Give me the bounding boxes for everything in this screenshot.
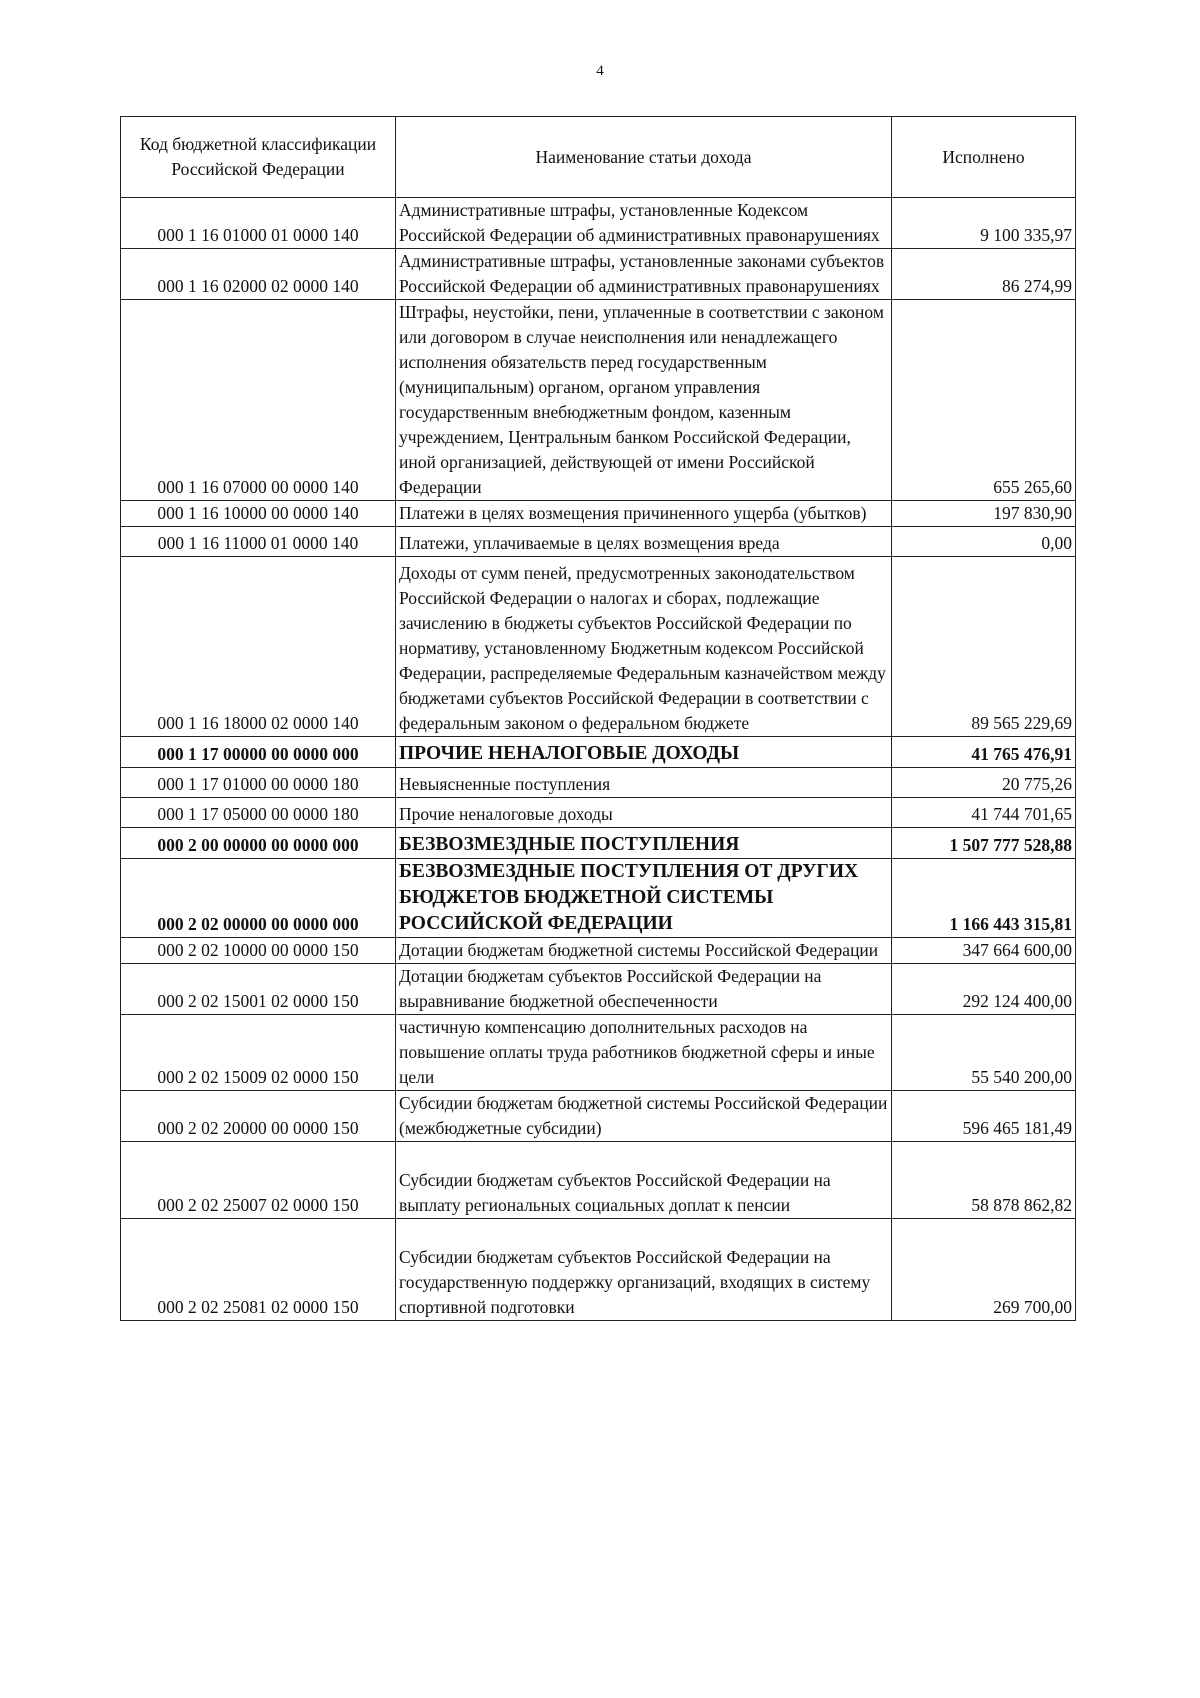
- row-code: 000 2 02 15001 02 0000 150: [121, 964, 396, 1015]
- row-name: Невыясненные поступления: [396, 768, 892, 798]
- row-code: 000 2 00 00000 00 0000 000: [121, 828, 396, 859]
- row-sum: 55 540 200,00: [892, 1015, 1076, 1091]
- header-sum: Исполнено: [892, 117, 1076, 198]
- row-code: 000 1 16 11000 01 0000 140: [121, 527, 396, 557]
- revenue-table: [120, 116, 1076, 1321]
- table-row: [121, 557, 1076, 737]
- row-sum: 89 565 229,69: [892, 557, 1076, 737]
- row-name: БЕЗВОЗМЕЗДНЫЕ ПОСТУПЛЕНИЯ: [396, 828, 892, 859]
- row-name: ПРОЧИЕ НЕНАЛОГОВЫЕ ДОХОДЫ: [396, 737, 892, 768]
- table-row: [121, 198, 1076, 249]
- row-code: 000 1 17 01000 00 0000 180: [121, 768, 396, 798]
- row-sum: 0,00: [892, 527, 1076, 557]
- row-code: 000 2 02 25007 02 0000 150: [121, 1142, 396, 1219]
- row-code: 000 2 02 10000 00 0000 150: [121, 938, 396, 964]
- table-row: [121, 798, 1076, 828]
- table-row: [121, 501, 1076, 527]
- row-sum: 1 166 443 315,81: [892, 859, 1076, 938]
- row-code: 000 1 17 05000 00 0000 180: [121, 798, 396, 828]
- table-row: [121, 1142, 1076, 1219]
- row-name: БЕЗВОЗМЕЗДНЫЕ ПОСТУПЛЕНИЯ ОТ ДРУГИХ БЮДЖЕТОВ БЮДЖЕТНОЙ СИСТЕМЫ РОССИЙСКОЙ ФЕДЕРАЦИИ: [396, 859, 892, 938]
- row-code: 000 1 16 02000 02 0000 140: [121, 249, 396, 300]
- header-name: Наименование статьи дохода: [396, 117, 892, 198]
- row-name: Субсидии бюджетам субъектов Российской Федерации на выплату региональных социальных доплат к пенсии: [396, 1142, 892, 1219]
- table-row: [121, 249, 1076, 300]
- row-code: 000 1 16 07000 00 0000 140: [121, 300, 396, 501]
- table-row-total: [121, 859, 1076, 938]
- table-row: [121, 768, 1076, 798]
- header-code: Код бюджетной классификации Российской Федерации: [121, 117, 396, 198]
- row-sum: 197 830,90: [892, 501, 1076, 527]
- row-sum: 41 744 701,65: [892, 798, 1076, 828]
- row-name: Доходы от сумм пеней, предусмотренных законодательством Российской Федерации о налогах и сборах, подлежащие зачислению в бюджеты субъектов Российской Федерации по нормативу, установленному Бюджетным кодексом Российской Федерации, распределяемые Федеральным казначейством между бюджетами субъектов Российской Федерации в соответствии с федеральным законом о федеральном бюджете: [396, 557, 892, 737]
- table-row: [121, 1091, 1076, 1142]
- row-sum: 292 124 400,00: [892, 964, 1076, 1015]
- row-sum: 596 465 181,49: [892, 1091, 1076, 1142]
- row-name: Прочие неналоговые доходы: [396, 798, 892, 828]
- row-name: Штрафы, неустойки, пени, уплаченные в соответствии с законом или договором в случае неисполнения или ненадлежащего исполнения обязательств перед государственным (муниципальным) органом, органом управления государственным внебюджетным фондом, казенным учреждением, Центральным банком Российской Федерации, иной организацией, действующей от имени Российской Федерации: [396, 300, 892, 501]
- row-name: Административные штрафы, установленные законами субъектов Российской Федерации об административных правонарушениях: [396, 249, 892, 300]
- row-code: 000 2 02 15009 02 0000 150: [121, 1015, 396, 1091]
- row-sum: 9 100 335,97: [892, 198, 1076, 249]
- row-sum: 347 664 600,00: [892, 938, 1076, 964]
- row-code: 000 1 16 18000 02 0000 140: [121, 557, 396, 737]
- row-sum: 1 507 777 528,88: [892, 828, 1076, 859]
- row-name: Дотации бюджетам бюджетной системы Российской Федерации: [396, 938, 892, 964]
- table-row: [121, 300, 1076, 501]
- row-sum: 86 274,99: [892, 249, 1076, 300]
- row-sum: 20 775,26: [892, 768, 1076, 798]
- row-sum: 41 765 476,91: [892, 737, 1076, 768]
- row-code: 000 2 02 25081 02 0000 150: [121, 1219, 396, 1321]
- page-number: 4: [596, 63, 604, 79]
- table-body: [121, 198, 1076, 1321]
- row-name: Дотации бюджетам субъектов Российской Федерации на выравнивание бюджетной обеспеченности: [396, 964, 892, 1015]
- row-name: Административные штрафы, установленные Кодексом Российской Федерации об административных правонарушениях: [396, 198, 892, 249]
- row-code: 000 1 16 10000 00 0000 140: [121, 501, 396, 527]
- row-sum: 58 878 862,82: [892, 1142, 1076, 1219]
- row-code: 000 1 16 01000 01 0000 140: [121, 198, 396, 249]
- row-name: Субсидии бюджетам бюджетной системы Российской Федерации (межбюджетные субсидии): [396, 1091, 892, 1142]
- row-code: 000 2 02 00000 00 0000 000: [121, 859, 396, 938]
- table-row: [121, 938, 1076, 964]
- row-sum: 269 700,00: [892, 1219, 1076, 1321]
- table-header-row: [121, 117, 1076, 198]
- table-row-total: [121, 737, 1076, 768]
- row-code: 000 1 17 00000 00 0000 000: [121, 737, 396, 768]
- table-row-total: [121, 828, 1076, 859]
- row-name: Платежи в целях возмещения причиненного ущерба (убытков): [396, 501, 892, 527]
- table-row: [121, 1219, 1076, 1321]
- row-name: Субсидии бюджетам субъектов Российской Федерации на государственную поддержку организаций, входящих в систему спортивной подготовки: [396, 1219, 892, 1321]
- table-row: [121, 1015, 1076, 1091]
- table-row: [121, 527, 1076, 557]
- row-name: Платежи, уплачиваемые в целях возмещения вреда: [396, 527, 892, 557]
- row-code: 000 2 02 20000 00 0000 150: [121, 1091, 396, 1142]
- row-name: частичную компенсацию дополнительных расходов на повышение оплаты труда работников бюджетной сферы и иные цели: [396, 1015, 892, 1091]
- table-row: [121, 964, 1076, 1015]
- row-sum: 655 265,60: [892, 300, 1076, 501]
